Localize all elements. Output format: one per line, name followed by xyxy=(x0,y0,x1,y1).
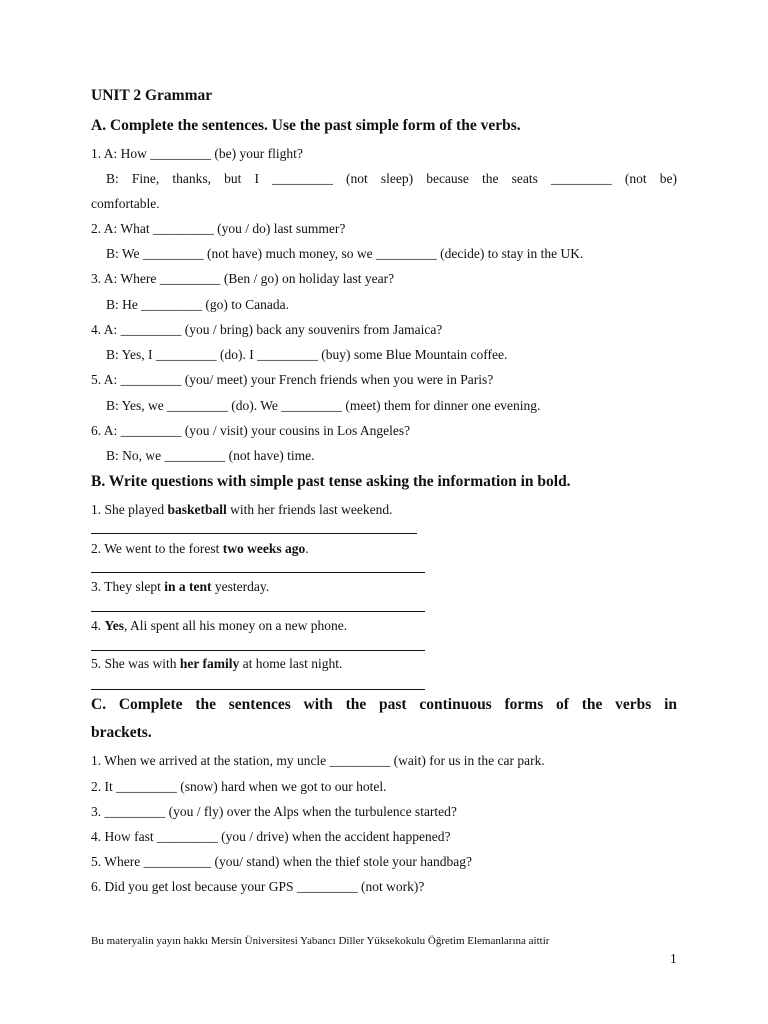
section-a-line: 1. A: How _________ (be) your flight? xyxy=(91,146,303,161)
section-a-line: B: Fine, thanks, but I _________ (not sleep) because the seats _________ (not be) xyxy=(106,171,677,186)
section-a-line: comfortable. xyxy=(91,196,160,211)
section-a-line: 4. A: _________ (you / bring) back any souvenirs from Jamaica? xyxy=(91,322,443,337)
section-c-line: 6. Did you get lost because your GPS _________ (not work)? xyxy=(91,879,425,894)
answer-line[interactable] xyxy=(91,533,417,534)
section-a-line: B: We _________ (not have) much money, so we _________ (decide) to stay in the UK. xyxy=(106,246,584,261)
section-a-line: 6. A: _________ (you / visit) your cousins in Los Angeles? xyxy=(91,423,411,438)
item-text: with her friends last weekend. xyxy=(226,502,393,517)
section-a-line: B: No, we _________ (not have) time. xyxy=(106,448,315,463)
section-a-line: B: Yes, I _________ (do). I _________ (buy) some Blue Mountain coffee. xyxy=(106,347,508,362)
item-text: , Ali spent all his money on a new phone. xyxy=(124,618,348,633)
section-b-item xyxy=(91,501,392,519)
answer-line[interactable] xyxy=(91,611,425,612)
answer-line[interactable] xyxy=(91,572,425,573)
section-c-line: 1. When we arrived at the station, my uncle _________ (wait) for us in the car park. xyxy=(91,753,545,768)
item-text: 2. We went to the forest xyxy=(91,541,223,556)
section-a-line: 2. A: What _________ (you / do) last summer? xyxy=(91,221,346,236)
section-a-line: 5. A: _________ (you/ meet) your French friends when you were in Paris? xyxy=(91,372,494,387)
section-a-line: B: Yes, we _________ (do). We _________ (meet) them for dinner one evening. xyxy=(106,398,541,413)
item-text: 5. She was with xyxy=(91,656,180,671)
section-a-heading: A. Complete the sentences. Use the past simple form of the verbs. xyxy=(91,117,521,134)
item-bold-text: her family xyxy=(179,656,240,671)
item-bold-text: in a tent xyxy=(164,579,212,594)
section-b-item xyxy=(91,655,342,673)
item-bold-text: basketball xyxy=(167,502,227,517)
item-bold-text: two weeks ago xyxy=(222,541,306,556)
item-text: 1. She played xyxy=(91,502,168,517)
item-text: at home last night. xyxy=(239,656,343,671)
section-c-heading: C. Complete the sentences with the past continuous forms of the verbs in xyxy=(91,696,677,713)
section-a-line: B: He _________ (go) to Canada. xyxy=(106,297,289,312)
item-text: yesterday. xyxy=(211,579,270,594)
answer-line[interactable] xyxy=(91,689,425,690)
section-c-line: 3. _________ (you / fly) over the Alps when the turbulence started? xyxy=(91,804,457,819)
section-a-line: 3. A: Where _________ (Ben / go) on holiday last year? xyxy=(91,271,395,286)
section-c-line: 5. Where __________ (you/ stand) when the thief stole your handbag? xyxy=(91,854,473,869)
section-c-heading-continued: brackets. xyxy=(91,724,152,741)
section-b-item xyxy=(91,540,309,558)
section-b-heading: B. Write questions with simple past tense asking the information in bold. xyxy=(91,473,571,490)
item-text: 4. xyxy=(91,618,105,633)
item-bold-text: Yes xyxy=(104,618,124,633)
section-c-line: 4. How fast _________ (you / drive) when the accident happened? xyxy=(91,829,451,844)
section-b-item xyxy=(91,578,269,596)
copyright-footer: Bu materyalin yayın hakkı Mersin Üniversitesi Yabancı Diller Yüksekokulu Öğretim Elemanlarına aittir xyxy=(91,935,550,947)
section-c-line: 2. It _________ (snow) hard when we got to our hotel. xyxy=(91,779,387,794)
section-b-item xyxy=(91,617,347,635)
answer-line[interactable] xyxy=(91,650,425,651)
item-text: 3. They slept xyxy=(91,579,165,594)
page-number: 1 xyxy=(670,951,677,966)
item-text: . xyxy=(305,541,309,556)
unit-title: UNIT 2 Grammar xyxy=(91,87,213,104)
